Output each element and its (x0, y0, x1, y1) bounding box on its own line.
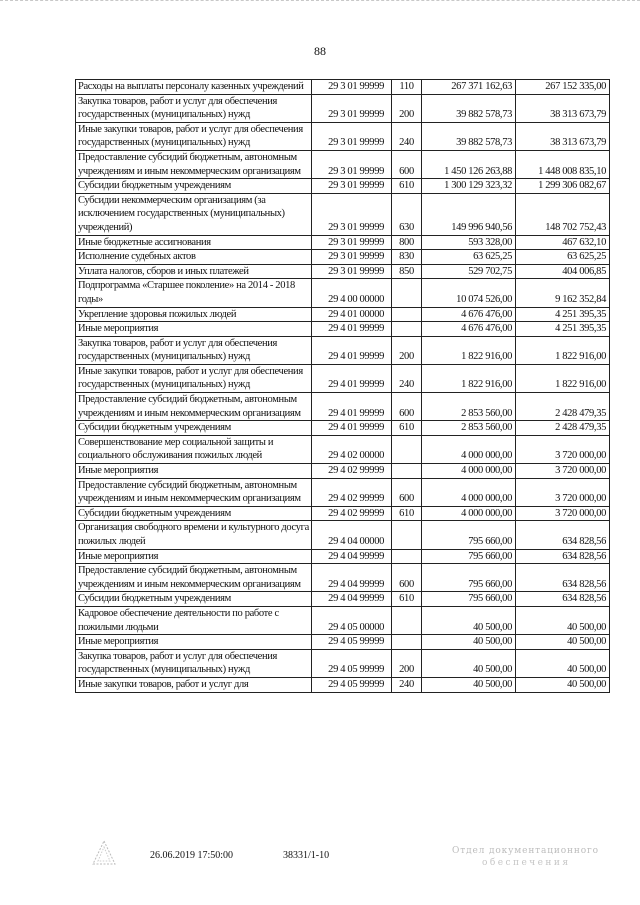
row-name: Закупка товаров, работ и услуг для обеспечения государственных (муниципальных) нужд (76, 336, 312, 364)
row-target-code: 29 4 00 00000 (312, 279, 392, 307)
row-expense-type: 200 (392, 649, 422, 677)
row-expense-type: 600 (392, 564, 422, 592)
row-planned-amount: 40 500,00 (422, 606, 516, 634)
row-executed-amount: 1 299 306 082,67 (516, 179, 610, 194)
row-expense-type: 240 (392, 364, 422, 392)
row-target-code: 29 4 04 99999 (312, 564, 392, 592)
row-planned-amount: 39 882 578,73 (422, 122, 516, 150)
row-planned-amount: 1 822 916,00 (422, 364, 516, 392)
row-executed-amount: 634 828,56 (516, 564, 610, 592)
row-expense-type: 200 (392, 94, 422, 122)
table-row (76, 649, 610, 677)
row-expense-type (392, 279, 422, 307)
row-expense-type: 630 (392, 193, 422, 235)
row-expense-type: 610 (392, 506, 422, 521)
row-executed-amount: 467 632,10 (516, 235, 610, 250)
row-executed-amount: 40 500,00 (516, 606, 610, 634)
row-expense-type (392, 307, 422, 322)
row-name: Предоставление субсидий бюджетным, автономным учреждениям и иным некоммерческим организациям (76, 478, 312, 506)
page-number: 88 (314, 44, 326, 58)
table-row (76, 279, 610, 307)
row-planned-amount: 1 450 126 263,88 (422, 150, 516, 178)
row-target-code: 29 4 01 99999 (312, 421, 392, 436)
row-planned-amount: 4 000 000,00 (422, 506, 516, 521)
table-row (76, 421, 610, 436)
row-planned-amount: 1 822 916,00 (422, 336, 516, 364)
table-row (76, 635, 610, 650)
row-expense-type: 200 (392, 336, 422, 364)
row-expense-type (392, 606, 422, 634)
row-planned-amount: 795 660,00 (422, 521, 516, 549)
row-name: Иные мероприятия (76, 549, 312, 564)
footer-document-number: 38331/1-10 (283, 850, 330, 861)
row-planned-amount: 40 500,00 (422, 635, 516, 650)
row-expense-type (392, 549, 422, 564)
row-expense-type: 610 (392, 592, 422, 607)
table-row (76, 478, 610, 506)
row-name: Субсидии бюджетным учреждениям (76, 179, 312, 194)
row-executed-amount: 3 720 000,00 (516, 435, 610, 463)
row-name: Иные мероприятия (76, 464, 312, 479)
row-target-code: 29 3 01 99999 (312, 94, 392, 122)
row-target-code: 29 3 01 99999 (312, 264, 392, 279)
row-planned-amount: 529 702,75 (422, 264, 516, 279)
row-expense-type (392, 435, 422, 463)
row-executed-amount: 634 828,56 (516, 549, 610, 564)
row-executed-amount: 40 500,00 (516, 677, 610, 692)
row-expense-type: 240 (392, 677, 422, 692)
row-target-code: 29 3 01 99999 (312, 122, 392, 150)
row-executed-amount: 3 720 000,00 (516, 478, 610, 506)
row-executed-amount: 2 428 479,35 (516, 421, 610, 436)
row-name: Предоставление субсидий бюджетным, автономным учреждениям и иным некоммерческим организациям (76, 150, 312, 178)
svg-text:обеспечения: обеспечения (482, 858, 568, 868)
row-expense-type (392, 521, 422, 549)
table-row (76, 435, 610, 463)
row-target-code: 29 4 05 99999 (312, 649, 392, 677)
row-expense-type: 610 (392, 421, 422, 436)
row-executed-amount: 267 152 335,00 (516, 80, 610, 95)
row-executed-amount: 38 313 673,79 (516, 94, 610, 122)
row-target-code: 29 4 05 00000 (312, 606, 392, 634)
scan-edge-line (0, 0, 640, 5)
table-row (76, 549, 610, 564)
row-planned-amount: 39 882 578,73 (422, 94, 516, 122)
row-planned-amount: 4 676 476,00 (422, 322, 516, 337)
row-target-code: 29 4 02 99999 (312, 464, 392, 479)
table-row (76, 464, 610, 479)
row-planned-amount: 149 996 940,56 (422, 193, 516, 235)
row-name: Укрепление здоровья пожилых людей (76, 307, 312, 322)
row-name: Иные мероприятия (76, 635, 312, 650)
row-planned-amount: 795 660,00 (422, 564, 516, 592)
row-target-code: 29 4 04 99999 (312, 549, 392, 564)
row-executed-amount: 3 720 000,00 (516, 464, 610, 479)
row-expense-type: 830 (392, 250, 422, 265)
row-executed-amount: 38 313 673,79 (516, 122, 610, 150)
row-name: Подпрограмма «Старшее поколение» на 2014 - 2018 годы» (76, 279, 312, 307)
row-planned-amount: 63 625,25 (422, 250, 516, 265)
row-executed-amount: 1 822 916,00 (516, 364, 610, 392)
row-target-code: 29 3 01 99999 (312, 150, 392, 178)
budget-table (75, 79, 610, 693)
row-name: Субсидии бюджетным учреждениям (76, 592, 312, 607)
row-planned-amount: 4 000 000,00 (422, 435, 516, 463)
row-name: Иные мероприятия (76, 322, 312, 337)
row-executed-amount: 1 822 916,00 (516, 336, 610, 364)
row-name: Закупка товаров, работ и услуг для обеспечения государственных (муниципальных) нужд (76, 94, 312, 122)
row-executed-amount: 63 625,25 (516, 250, 610, 265)
row-target-code: 29 4 01 99999 (312, 393, 392, 421)
row-planned-amount: 795 660,00 (422, 592, 516, 607)
row-executed-amount: 1 448 008 835,10 (516, 150, 610, 178)
table-row (76, 677, 610, 692)
row-target-code: 29 3 01 99999 (312, 80, 392, 95)
table-row (76, 179, 610, 194)
row-name: Иные закупки товаров, работ и услуг для обеспечения государственных (муниципальных) нужд (76, 364, 312, 392)
table-row (76, 250, 610, 265)
row-name: Совершенствование мер социальной защиты и социального обслуживания пожилых людей (76, 435, 312, 463)
row-name: Субсидии некоммерческим организациям (за исключением государственных (муниципальных) учреждений) (76, 193, 312, 235)
table-row (76, 80, 610, 95)
table-row (76, 94, 610, 122)
row-target-code: 29 4 05 99999 (312, 635, 392, 650)
table-row (76, 264, 610, 279)
row-executed-amount: 40 500,00 (516, 635, 610, 650)
row-planned-amount: 4 000 000,00 (422, 464, 516, 479)
table-row (76, 606, 610, 634)
row-target-code: 29 4 02 00000 (312, 435, 392, 463)
row-name: Субсидии бюджетным учреждениям (76, 506, 312, 521)
row-target-code: 29 4 02 99999 (312, 506, 392, 521)
table-row (76, 307, 610, 322)
row-target-code: 29 4 01 99999 (312, 336, 392, 364)
row-executed-amount: 9 162 352,84 (516, 279, 610, 307)
table-row (76, 393, 610, 421)
row-planned-amount: 2 853 560,00 (422, 393, 516, 421)
row-name: Предоставление субсидий бюджетным, автономным учреждениям и иным некоммерческим организациям (76, 393, 312, 421)
row-planned-amount: 10 074 526,00 (422, 279, 516, 307)
row-planned-amount: 593 328,00 (422, 235, 516, 250)
row-name: Уплата налогов, сборов и иных платежей (76, 264, 312, 279)
row-target-code: 29 4 01 99999 (312, 364, 392, 392)
table-row (76, 336, 610, 364)
row-name: Иные закупки товаров, работ и услуг для (76, 677, 312, 692)
row-expense-type (392, 464, 422, 479)
row-target-code: 29 3 01 99999 (312, 235, 392, 250)
row-planned-amount: 795 660,00 (422, 549, 516, 564)
table-row (76, 564, 610, 592)
table-row (76, 322, 610, 337)
row-planned-amount: 40 500,00 (422, 677, 516, 692)
table-row (76, 592, 610, 607)
table-row (76, 150, 610, 178)
row-expense-type: 600 (392, 393, 422, 421)
row-name: Кадровое обеспечение деятельности по работе с пожилыми людьми (76, 606, 312, 634)
row-name: Иные закупки товаров, работ и услуг для обеспечения государственных (муниципальных) нужд (76, 122, 312, 150)
row-executed-amount: 404 006,85 (516, 264, 610, 279)
row-expense-type (392, 322, 422, 337)
row-target-code: 29 4 02 99999 (312, 478, 392, 506)
row-name: Предоставление субсидий бюджетным, автономным учреждениям и иным некоммерческим организациям (76, 564, 312, 592)
row-expense-type: 850 (392, 264, 422, 279)
row-name: Иные бюджетные ассигнования (76, 235, 312, 250)
row-executed-amount: 3 720 000,00 (516, 506, 610, 521)
row-planned-amount: 4 000 000,00 (422, 478, 516, 506)
row-executed-amount: 4 251 395,35 (516, 322, 610, 337)
row-name: Субсидии бюджетным учреждениям (76, 421, 312, 436)
row-target-code: 29 3 01 99999 (312, 250, 392, 265)
row-expense-type: 240 (392, 122, 422, 150)
row-name: Закупка товаров, работ и услуг для обеспечения государственных (муниципальных) нужд (76, 649, 312, 677)
row-planned-amount: 4 676 476,00 (422, 307, 516, 322)
row-target-code: 29 4 04 99999 (312, 592, 392, 607)
row-expense-type: 600 (392, 150, 422, 178)
table-row (76, 521, 610, 549)
row-executed-amount: 40 500,00 (516, 649, 610, 677)
row-planned-amount: 267 371 162,63 (422, 80, 516, 95)
row-executed-amount: 634 828,56 (516, 521, 610, 549)
row-expense-type: 110 (392, 80, 422, 95)
row-planned-amount: 1 300 129 323,32 (422, 179, 516, 194)
row-target-code: 29 4 05 99999 (312, 677, 392, 692)
row-target-code: 29 3 01 99999 (312, 179, 392, 194)
row-planned-amount: 2 853 560,00 (422, 421, 516, 436)
row-planned-amount: 40 500,00 (422, 649, 516, 677)
row-executed-amount: 148 702 752,43 (516, 193, 610, 235)
row-expense-type: 600 (392, 478, 422, 506)
row-executed-amount: 4 251 395,35 (516, 307, 610, 322)
row-expense-type: 610 (392, 179, 422, 194)
table-row (76, 364, 610, 392)
row-target-code: 29 4 01 99999 (312, 322, 392, 337)
row-target-code: 29 4 01 00000 (312, 307, 392, 322)
row-name: Исполнение судебных актов (76, 250, 312, 265)
row-target-code: 29 4 04 00000 (312, 521, 392, 549)
table-row (76, 122, 610, 150)
table-row (76, 235, 610, 250)
row-expense-type (392, 635, 422, 650)
row-name: Расходы на выплаты персоналу казенных учреждений (76, 80, 312, 95)
svg-text:Отдел документационного: Отдел документационного (452, 846, 598, 856)
department-stamp (452, 843, 602, 869)
row-target-code: 29 3 01 99999 (312, 193, 392, 235)
table-row (76, 193, 610, 235)
footer-timestamp: 26.06.2019 17:50:00 (150, 850, 234, 861)
table-row (76, 506, 610, 521)
row-executed-amount: 634 828,56 (516, 592, 610, 607)
row-expense-type: 800 (392, 235, 422, 250)
row-executed-amount: 2 428 479,35 (516, 393, 610, 421)
row-name: Организация свободного времени и культурного досуга пожилых людей (76, 521, 312, 549)
budget-table-body (76, 80, 610, 693)
